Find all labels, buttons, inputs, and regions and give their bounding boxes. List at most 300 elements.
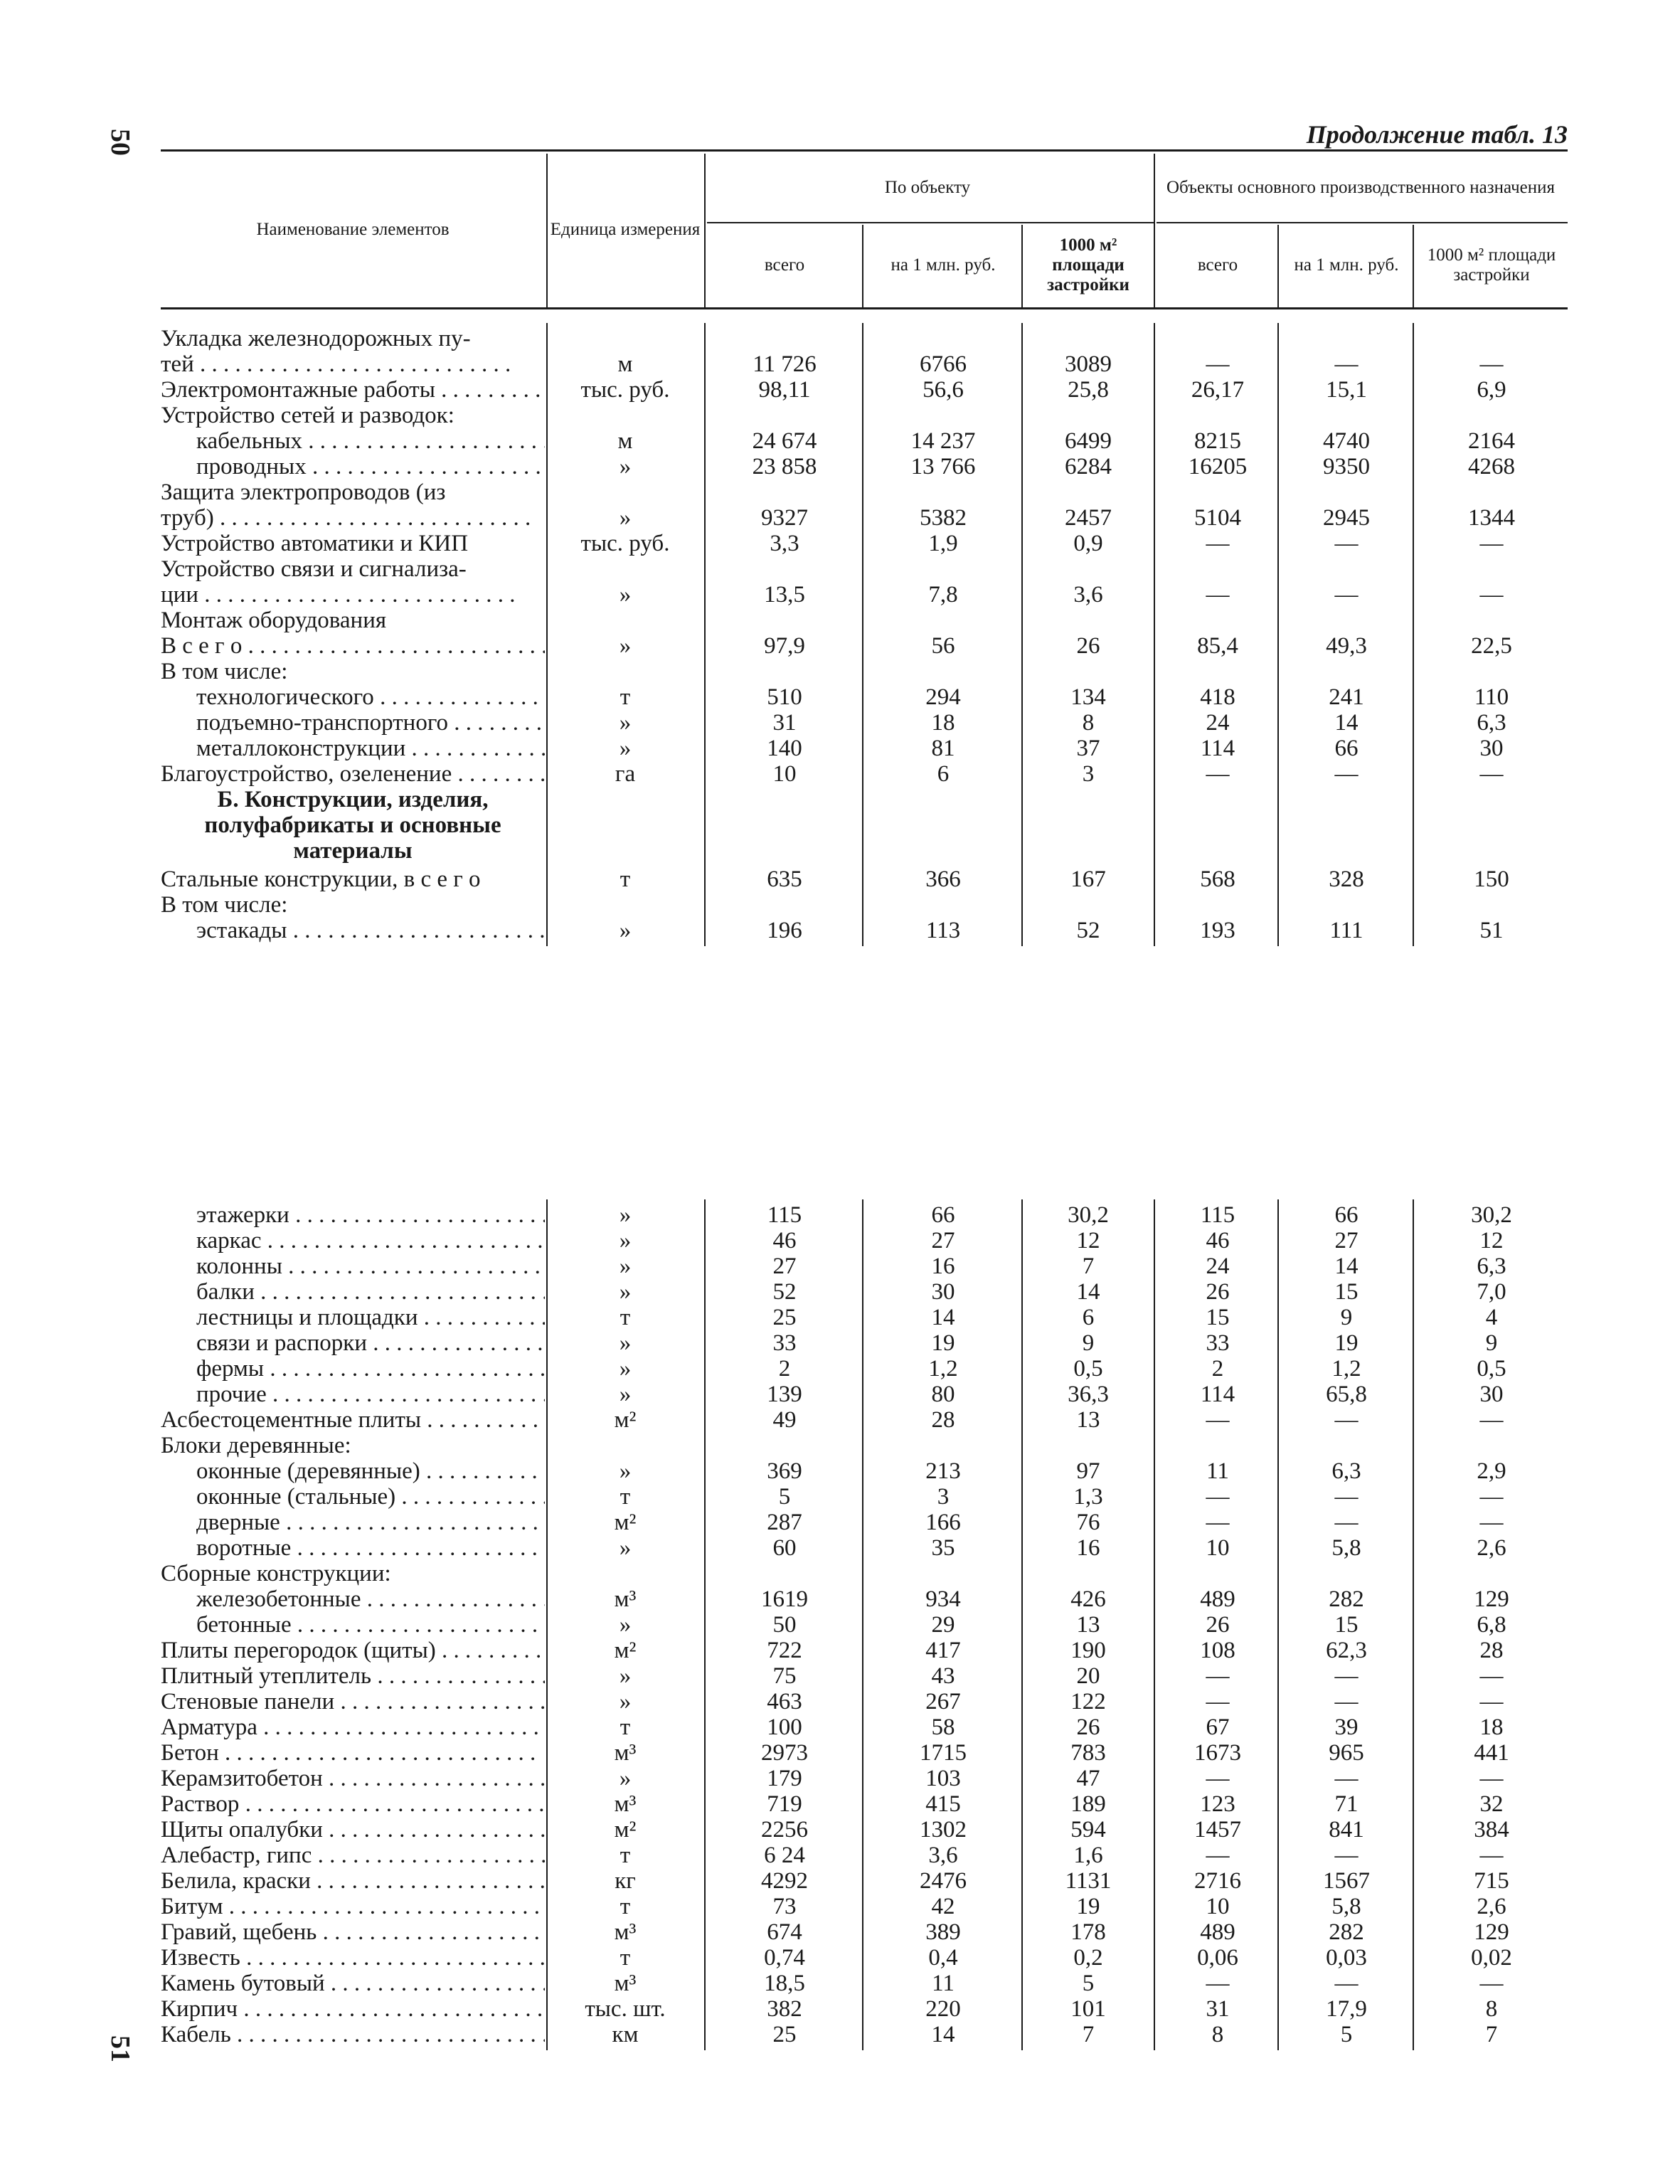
value-per-million: 166 — [925, 1510, 961, 1535]
value-total: 52 — [772, 1279, 797, 1305]
row-name: Защита электропроводов (из — [161, 479, 446, 505]
row-name: этажерки . . . — [196, 1202, 545, 1228]
value-per-million: 1302 — [920, 1817, 967, 1843]
row-name: металлоконструкции . . . — [196, 736, 545, 761]
row-unit: » — [619, 1689, 632, 1714]
value-per-million: 11 — [932, 1971, 955, 1996]
value-prod-per-area: 0,5 — [1477, 1356, 1506, 1382]
value-total: 9327 — [761, 505, 808, 531]
value-prod-total: 193 — [1200, 918, 1235, 943]
value-per-area: 26 — [1076, 633, 1100, 659]
value-total — [707, 1561, 862, 1586]
value-total: 98,11 — [758, 377, 811, 403]
row-name: фермы . . . — [196, 1356, 545, 1382]
value-per-million: 14 — [931, 1305, 955, 1330]
row-unit: » — [619, 1612, 632, 1638]
value-per-million: 366 — [925, 866, 961, 892]
value-total — [707, 403, 862, 428]
value-per-area: 594 — [1070, 1817, 1106, 1843]
table-row — [0, 1817, 1680, 1843]
value-per-area: 426 — [1070, 1586, 1106, 1612]
value-prod-per-million — [1280, 659, 1413, 684]
value-prod-per-area — [1415, 403, 1568, 428]
table-row — [0, 1228, 1680, 1253]
value-per-million: 5382 — [920, 505, 967, 531]
value-per-million: 66 — [931, 1202, 955, 1228]
value-prod-total — [1158, 659, 1277, 684]
value-prod-per-area: 110 — [1474, 684, 1509, 710]
row-unit: м³ — [614, 1919, 637, 1945]
value-per-million: 389 — [925, 1919, 961, 1945]
value-per-area: 178 — [1070, 1919, 1106, 1945]
table-row — [0, 1894, 1680, 1919]
value-per-area: 6499 — [1065, 428, 1112, 454]
value-per-million: 19 — [931, 1330, 955, 1356]
value-prod-per-million: 965 — [1329, 1740, 1364, 1766]
value-per-area — [1024, 659, 1152, 684]
table-row — [0, 351, 1680, 377]
value-prod-per-million: 17,9 — [1326, 1996, 1367, 2022]
value-prod-per-million: — — [1334, 582, 1359, 608]
value-per-area: 101 — [1070, 1996, 1106, 2022]
value-per-million: 56 — [931, 633, 955, 659]
value-prod-total: 46 — [1206, 1228, 1230, 1253]
value-per-million: 934 — [925, 1586, 961, 1612]
row-unit: » — [619, 710, 632, 736]
row-name: эстакады . . . — [196, 918, 545, 943]
value-prod-total: 85,4 — [1197, 633, 1238, 659]
value-prod-per-area: 4268 — [1468, 454, 1515, 479]
row-unit: т — [620, 1714, 631, 1740]
value-total: 3,3 — [770, 531, 799, 556]
value-per-area: 3 — [1082, 761, 1095, 787]
value-per-million: 220 — [925, 1996, 961, 2022]
value-prod-per-million — [1280, 1561, 1413, 1586]
value-total: 196 — [767, 918, 802, 943]
value-per-area: 134 — [1070, 684, 1106, 710]
table-row — [0, 1586, 1680, 1612]
value-per-area: 14 — [1076, 1279, 1100, 1305]
row-unit: » — [619, 1458, 632, 1484]
column-divider — [1277, 1199, 1279, 2050]
value-prod-per-million: — — [1334, 1510, 1359, 1535]
value-prod-per-million: 15 — [1334, 1279, 1359, 1305]
value-prod-per-million — [1280, 403, 1413, 428]
value-prod-total: 5104 — [1194, 505, 1241, 531]
value-total: 0,74 — [764, 1945, 805, 1971]
value-per-area: 167 — [1070, 866, 1106, 892]
value-prod-per-area — [1415, 556, 1568, 582]
value-per-million: 29 — [931, 1612, 955, 1638]
value-prod-per-area — [1415, 892, 1568, 918]
value-prod-per-area — [1415, 608, 1568, 633]
value-per-million: 28 — [931, 1407, 955, 1433]
value-per-area: 47 — [1076, 1766, 1100, 1791]
value-prod-total: 26 — [1206, 1612, 1230, 1638]
row-name: Электромонтажные работы . . . — [161, 377, 545, 403]
value-total: 27 — [772, 1253, 797, 1279]
value-per-million: 1,9 — [928, 531, 958, 556]
value-prod-per-million — [1280, 326, 1413, 351]
row-name: воротные . . . — [196, 1535, 545, 1561]
value-prod-total — [1158, 1561, 1277, 1586]
table-row — [0, 866, 1680, 892]
value-per-million: 417 — [925, 1638, 961, 1663]
table-row — [0, 326, 1680, 351]
table-row — [0, 1791, 1680, 1817]
value-per-million — [865, 608, 1021, 633]
value-per-million: 30 — [931, 1279, 955, 1305]
table-row — [0, 531, 1680, 556]
value-prod-per-area: 6,8 — [1477, 1612, 1506, 1638]
value-prod-total: 123 — [1200, 1791, 1235, 1817]
table-row — [0, 1330, 1680, 1356]
row-unit — [548, 326, 703, 351]
row-name: Бетон . . . — [161, 1740, 545, 1766]
row-name: железобетонные . . . — [196, 1586, 545, 1612]
value-total: 33 — [772, 1330, 797, 1356]
table-row — [0, 1714, 1680, 1740]
value-per-area: 2457 — [1065, 505, 1112, 531]
table-row — [0, 1996, 1680, 2022]
value-per-area: 3,6 — [1073, 582, 1103, 608]
row-name: Монтаж оборудования — [161, 608, 387, 633]
value-prod-per-million — [1280, 892, 1413, 918]
column-divider — [862, 1199, 863, 2050]
value-total: 722 — [767, 1638, 802, 1663]
table-row — [0, 1484, 1680, 1510]
value-prod-per-million: 15 — [1334, 1612, 1359, 1638]
value-per-area — [1024, 403, 1152, 428]
value-per-million — [865, 326, 1021, 351]
value-per-area: 0,5 — [1073, 1356, 1103, 1382]
value-prod-total: 1673 — [1194, 1740, 1241, 1766]
table-row — [0, 918, 1680, 943]
value-total: 25 — [772, 1305, 797, 1330]
header-group-object: По объекту — [884, 178, 971, 197]
value-per-million — [865, 841, 1021, 866]
table-row — [0, 582, 1680, 608]
value-per-area — [1024, 608, 1152, 633]
value-prod-per-area: — — [1479, 1407, 1504, 1433]
value-prod-total — [1158, 403, 1277, 428]
value-per-million: 43 — [931, 1663, 955, 1689]
header-divider — [546, 154, 548, 307]
value-prod-total: 568 — [1200, 866, 1235, 892]
value-prod-total: 2716 — [1194, 1868, 1241, 1894]
value-prod-total: — — [1206, 1971, 1230, 1996]
column-divider — [1021, 1199, 1023, 2050]
table-row — [0, 684, 1680, 710]
value-per-million: 2476 — [920, 1868, 967, 1894]
value-prod-per-area: 12 — [1479, 1228, 1504, 1253]
value-total: 100 — [767, 1714, 802, 1740]
value-prod-total: 115 — [1200, 1202, 1235, 1228]
value-per-million — [865, 403, 1021, 428]
header-sub-total-2: всего — [1197, 255, 1238, 275]
row-unit: » — [619, 1382, 632, 1407]
row-name: В с е г о . . . — [161, 633, 545, 659]
value-prod-per-area: 9 — [1485, 1330, 1498, 1356]
value-prod-per-million: 19 — [1334, 1330, 1359, 1356]
row-unit: » — [619, 1253, 632, 1279]
value-per-area — [1024, 841, 1152, 866]
value-per-area: 0,9 — [1073, 531, 1103, 556]
value-per-area: 25,8 — [1068, 377, 1109, 403]
value-prod-total: 8215 — [1194, 428, 1241, 454]
value-total — [707, 608, 862, 633]
value-prod-per-million: — — [1334, 1689, 1359, 1714]
row-name: Благоустройство, озеленение . . . — [161, 761, 545, 787]
value-prod-total: 8 — [1211, 2022, 1224, 2047]
value-total: 139 — [767, 1382, 802, 1407]
row-name: Блоки деревянные: — [161, 1433, 351, 1458]
value-total: 179 — [767, 1766, 802, 1791]
header-divider — [1021, 225, 1023, 307]
value-prod-per-million: 1567 — [1323, 1868, 1370, 1894]
table-row — [0, 454, 1680, 479]
header-name: Наименование элементов — [256, 220, 450, 239]
value-prod-per-million: — — [1334, 531, 1359, 556]
value-prod-per-million — [1280, 556, 1413, 582]
value-per-area: 6 — [1082, 1305, 1095, 1330]
row-unit: м — [617, 428, 633, 454]
value-total: 6 24 — [764, 1843, 805, 1868]
value-per-area: 190 — [1070, 1638, 1106, 1663]
row-unit: » — [619, 633, 632, 659]
value-prod-total: 67 — [1206, 1714, 1230, 1740]
value-total: 49 — [772, 1407, 797, 1433]
value-prod-total: 15 — [1206, 1305, 1230, 1330]
value-per-million: 294 — [925, 684, 961, 710]
value-prod-total: — — [1206, 1407, 1230, 1433]
table-row — [0, 1971, 1680, 1996]
row-unit — [548, 608, 703, 633]
table-row — [0, 1407, 1680, 1433]
value-per-million: 3 — [937, 1484, 950, 1510]
value-prod-total: 10 — [1206, 1535, 1230, 1561]
table-row — [0, 1689, 1680, 1714]
row-unit: т — [620, 684, 631, 710]
column-divider — [862, 323, 863, 946]
row-unit: тыс. руб. — [580, 377, 670, 403]
value-per-million: 213 — [925, 1458, 961, 1484]
header-sub-per-area-2: 1000 м² площади застройки — [1427, 245, 1556, 285]
value-per-area: 37 — [1076, 736, 1100, 761]
row-name: Плиты перегородок (щиты) . . . — [161, 1638, 545, 1663]
value-prod-per-million: 6,3 — [1331, 1458, 1361, 1484]
row-unit: » — [619, 505, 632, 531]
value-prod-per-area: 129 — [1474, 1919, 1509, 1945]
row-unit: » — [619, 454, 632, 479]
value-prod-per-million: 282 — [1329, 1919, 1364, 1945]
value-total: 13,5 — [764, 582, 805, 608]
column-divider — [546, 1199, 548, 2050]
value-total: 60 — [772, 1535, 797, 1561]
value-per-million: 0,4 — [928, 1945, 958, 1971]
value-per-area: 20 — [1076, 1663, 1100, 1689]
column-divider — [1154, 323, 1155, 946]
value-total: 2973 — [761, 1740, 808, 1766]
value-prod-per-area: 2164 — [1468, 428, 1515, 454]
value-per-million: 1715 — [920, 1740, 967, 1766]
value-prod-total: — — [1206, 351, 1230, 377]
value-per-million: 6 — [937, 761, 950, 787]
row-name: Кабель . . . — [161, 2022, 545, 2047]
value-prod-per-million: 111 — [1329, 918, 1363, 943]
value-per-area: 9 — [1082, 1330, 1095, 1356]
value-per-million: 6766 — [920, 351, 967, 377]
value-total: 73 — [772, 1894, 797, 1919]
row-name: подъемно-транспортного . . . — [196, 710, 545, 736]
row-name: тей . . . — [161, 351, 545, 377]
value-total: 2 — [778, 1356, 791, 1382]
value-prod-per-million: — — [1334, 1484, 1359, 1510]
header-top-rule — [161, 149, 1568, 152]
row-name: Устройство сетей и разводок: — [161, 403, 454, 428]
value-per-million — [865, 892, 1021, 918]
value-prod-per-area — [1415, 326, 1568, 351]
value-total: 75 — [772, 1663, 797, 1689]
value-per-million: 56,6 — [923, 377, 964, 403]
table-row — [0, 1663, 1680, 1689]
value-total: 463 — [767, 1689, 802, 1714]
row-name: Керамзитобетон . . . — [161, 1766, 545, 1791]
value-prod-total: — — [1206, 1663, 1230, 1689]
value-total: 25 — [772, 2022, 797, 2047]
page-number-bottom: 51 — [105, 2035, 135, 2062]
value-prod-per-million: 14 — [1334, 710, 1359, 736]
value-per-area: 30,2 — [1068, 1202, 1109, 1228]
value-prod-per-area: — — [1479, 531, 1504, 556]
value-total: 369 — [767, 1458, 802, 1484]
row-unit: т — [620, 1484, 631, 1510]
value-per-area: 6284 — [1065, 454, 1112, 479]
table-row — [0, 1535, 1680, 1561]
table-row — [0, 403, 1680, 428]
value-per-area: 189 — [1070, 1791, 1106, 1817]
table-row — [0, 1945, 1680, 1971]
value-total: 140 — [767, 736, 802, 761]
column-divider — [1277, 323, 1279, 946]
value-prod-total: — — [1206, 1766, 1230, 1791]
value-prod-total — [1158, 556, 1277, 582]
row-unit — [548, 1561, 703, 1586]
value-per-million: 80 — [931, 1382, 955, 1407]
value-per-area: 0,2 — [1073, 1945, 1103, 1971]
value-total: 50 — [772, 1612, 797, 1638]
value-per-area: 19 — [1076, 1894, 1100, 1919]
value-prod-per-area: 1344 — [1468, 505, 1515, 531]
row-name: Гравий, щебень . . . — [161, 1919, 545, 1945]
value-prod-per-million: — — [1334, 1843, 1359, 1868]
value-total — [707, 892, 862, 918]
value-total: 10 — [772, 761, 797, 787]
value-prod-per-area — [1415, 479, 1568, 505]
value-prod-per-area: 22,5 — [1471, 633, 1512, 659]
column-divider — [704, 323, 706, 946]
value-prod-per-area: 32 — [1479, 1791, 1504, 1817]
column-divider — [704, 1199, 706, 2050]
value-prod-per-million — [1280, 1433, 1413, 1458]
value-per-million: 16 — [931, 1253, 955, 1279]
value-per-million — [865, 659, 1021, 684]
value-per-million: 13 766 — [910, 454, 976, 479]
column-divider — [1413, 323, 1414, 946]
value-prod-per-million: 65,8 — [1326, 1382, 1367, 1407]
row-name: проводных . . . — [196, 454, 545, 479]
column-divider — [546, 323, 548, 946]
table-row — [0, 1433, 1680, 1458]
table-row — [0, 736, 1680, 761]
row-name: связи и распорки . . . — [196, 1330, 545, 1356]
value-prod-total: 489 — [1200, 1919, 1235, 1945]
row-unit: тыс. шт. — [585, 1996, 666, 2022]
value-per-area: 26 — [1076, 1714, 1100, 1740]
value-prod-per-area: 28 — [1479, 1638, 1504, 1663]
value-prod-total — [1158, 892, 1277, 918]
row-unit: м² — [614, 1510, 637, 1535]
table-row — [0, 1356, 1680, 1382]
row-name: балки . . . — [196, 1279, 545, 1305]
value-prod-per-million — [1280, 608, 1413, 633]
value-prod-per-area: 51 — [1479, 918, 1504, 943]
value-prod-per-area: 715 — [1474, 1868, 1509, 1894]
header-divider — [862, 225, 863, 307]
value-per-area — [1024, 892, 1152, 918]
row-unit: » — [619, 1356, 632, 1382]
table-row — [0, 377, 1680, 403]
row-name: Камень бутовый . . . — [161, 1971, 545, 1996]
row-name: технологического . . . — [196, 684, 545, 710]
value-prod-per-area: — — [1479, 582, 1504, 608]
value-prod-total: 24 — [1206, 1253, 1230, 1279]
value-per-area: 13 — [1076, 1407, 1100, 1433]
row-name: Известь . . . — [161, 1945, 545, 1971]
value-prod-per-area: 2,6 — [1477, 1894, 1506, 1919]
header-sub-per-area-1: 1000 м² площади застройки — [1047, 235, 1129, 295]
value-prod-per-million: 15,1 — [1326, 377, 1367, 403]
value-total: 2256 — [761, 1817, 808, 1843]
value-prod-total: 1457 — [1194, 1817, 1241, 1843]
value-per-area: 122 — [1070, 1689, 1106, 1714]
value-prod-per-million: — — [1334, 1971, 1359, 1996]
table-caption: Продолжение табл. 13 — [1306, 120, 1568, 149]
value-per-area — [1024, 1433, 1152, 1458]
row-name: Асбестоцементные плиты . . . — [161, 1407, 545, 1433]
row-name: Битум . . . — [161, 1894, 545, 1919]
row-unit: » — [619, 582, 632, 608]
value-per-million: 35 — [931, 1535, 955, 1561]
table-row — [0, 1305, 1680, 1330]
value-prod-total: 31 — [1206, 1996, 1230, 2022]
value-prod-per-area: — — [1479, 761, 1504, 787]
value-prod-per-million: 5,8 — [1331, 1894, 1361, 1919]
header-sub-per-million-2: на 1 млн. руб. — [1294, 255, 1399, 275]
table-row — [0, 1843, 1680, 1868]
value-prod-per-area: — — [1479, 1510, 1504, 1535]
value-per-million: 81 — [931, 736, 955, 761]
value-prod-total — [1158, 1433, 1277, 1458]
row-unit — [548, 892, 703, 918]
value-prod-per-million: — — [1334, 1663, 1359, 1689]
value-per-area: 783 — [1070, 1740, 1106, 1766]
table-row — [0, 892, 1680, 918]
value-prod-total: 26 — [1206, 1279, 1230, 1305]
value-prod-per-million: 49,3 — [1326, 633, 1367, 659]
value-prod-per-million: 9350 — [1323, 454, 1370, 479]
row-unit: кг — [615, 1868, 636, 1894]
